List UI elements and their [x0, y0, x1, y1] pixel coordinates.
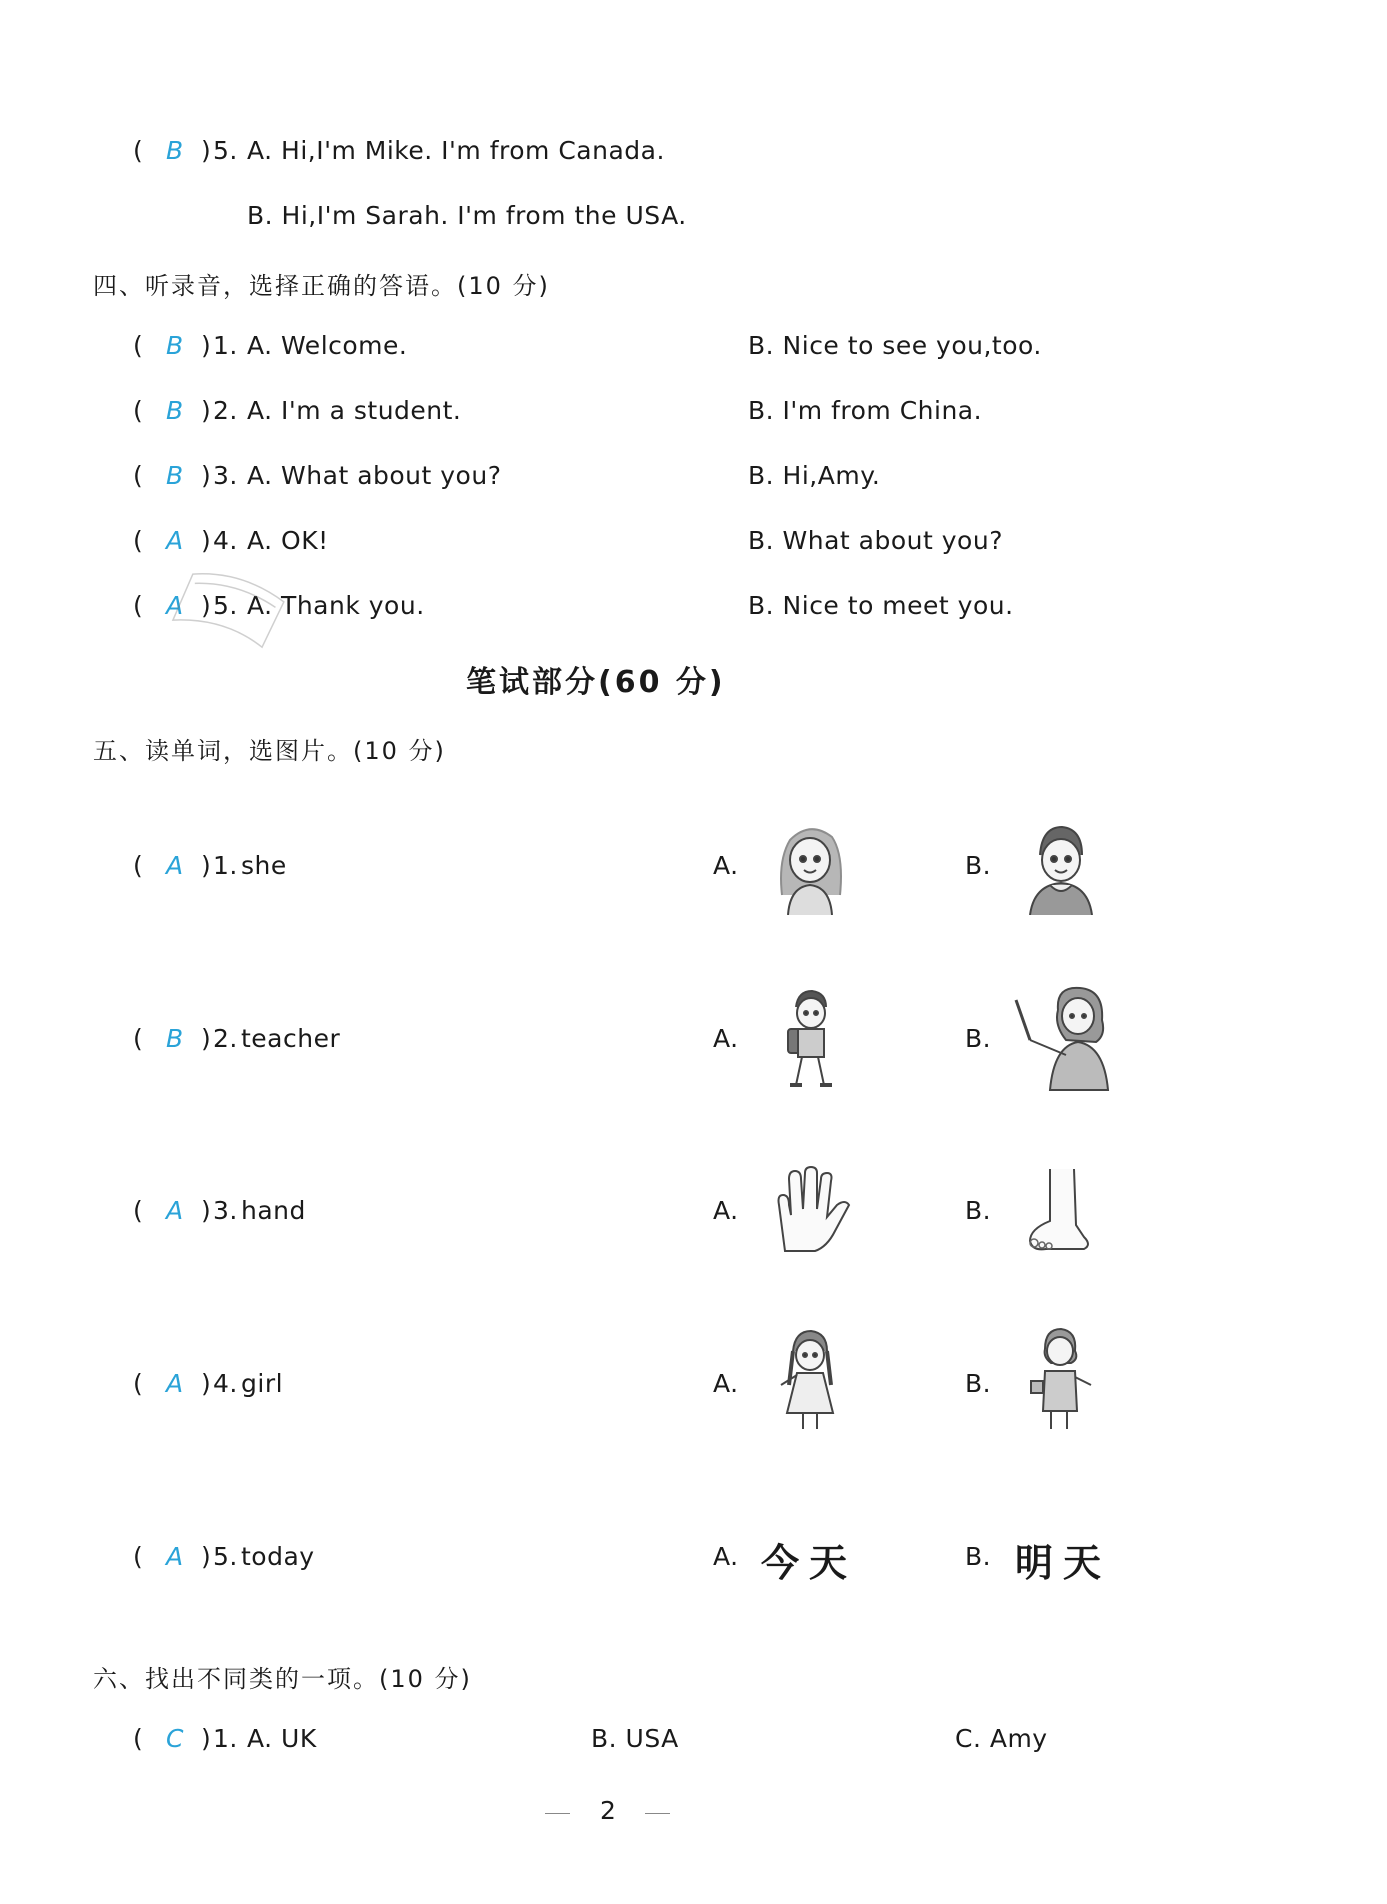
paren-close: ) — [201, 1024, 211, 1053]
option-b: B. Nice to meet you. — [748, 591, 1014, 620]
word: hand — [241, 1196, 306, 1225]
footer-dash-right — [645, 1813, 670, 1814]
question-number: 3. — [213, 461, 238, 490]
question-number: 5. — [213, 136, 238, 165]
answer-top-5[interactable]: B — [166, 136, 184, 165]
answer-s5-5[interactable]: A — [166, 1542, 184, 1571]
answer-s5-3[interactable]: A — [166, 1196, 184, 1225]
paren-close: ) — [201, 331, 211, 360]
answer-s5-4[interactable]: A — [166, 1369, 184, 1398]
paren-close: ) — [201, 1542, 211, 1571]
paren-open: ( — [133, 396, 143, 425]
paren-close: ) — [201, 526, 211, 555]
paren-close: ) — [201, 1724, 211, 1753]
paren-close: ) — [201, 461, 211, 490]
option-b: B. What about you? — [748, 526, 1003, 555]
option-a-label: A. — [713, 1369, 739, 1398]
option-b-label: B. — [965, 1542, 992, 1571]
question-number: 3. — [213, 1196, 238, 1225]
student-icon[interactable] — [780, 985, 840, 1095]
question-number: 1. — [213, 331, 238, 360]
option-a-label: A. — [713, 1196, 739, 1225]
paren-open: ( — [133, 136, 143, 165]
option-b: B. USA — [591, 1724, 679, 1753]
paren-open: ( — [133, 1024, 143, 1053]
option-a: A. OK! — [247, 526, 329, 555]
word: girl — [241, 1369, 284, 1398]
question-number: 5. — [213, 591, 238, 620]
answer-s4-2[interactable]: B — [166, 396, 184, 425]
word: she — [241, 851, 287, 880]
answer-s4-4[interactable]: A — [166, 526, 184, 555]
question-number: 1. — [213, 851, 238, 880]
option-a: A. Welcome. — [247, 331, 408, 360]
option-a-chinese[interactable]: 今天 — [761, 1540, 858, 1585]
question-number: 1. — [213, 1724, 238, 1753]
option-b-label: B. — [965, 1369, 992, 1398]
section4-heading: 四、听录音，选择正确的答语。(10 分) — [93, 272, 550, 300]
option-a: A. Thank you. — [247, 591, 425, 620]
answer-s4-5[interactable]: A — [166, 591, 184, 620]
word: today — [241, 1542, 315, 1571]
paren-open: ( — [133, 1724, 143, 1753]
option-a: A. What about you? — [247, 461, 502, 490]
section6-heading: 六、找出不同类的一项。(10 分) — [93, 1665, 472, 1693]
written-section-title: 笔试部分(60 分) — [466, 665, 726, 700]
girl-face-icon[interactable] — [770, 815, 850, 915]
answer-s5-1[interactable]: A — [166, 851, 184, 880]
option-b-label: B. — [965, 1196, 992, 1225]
option-a: A. I'm a student. — [247, 396, 462, 425]
paren-open: ( — [133, 851, 143, 880]
answer-s6-1[interactable]: C — [166, 1724, 184, 1753]
option-b: B. I'm from China. — [748, 396, 983, 425]
paren-open: ( — [133, 526, 143, 555]
option-c: C. Amy — [955, 1724, 1048, 1753]
answer-s5-2[interactable]: B — [166, 1024, 184, 1053]
answer-s4-1[interactable]: B — [166, 331, 184, 360]
question-number: 4. — [213, 1369, 238, 1398]
question-number: 4. — [213, 526, 238, 555]
option-a-label: A. — [713, 1542, 739, 1571]
option-a-label: A. — [713, 1024, 739, 1053]
option-a: A. Hi,I'm Mike. I'm from Canada. — [247, 136, 665, 165]
paren-close: ) — [201, 1369, 211, 1398]
answer-s4-3[interactable]: B — [166, 461, 184, 490]
footer-dash-left — [545, 1813, 570, 1814]
paren-close: ) — [201, 591, 211, 620]
option-b-label: B. — [965, 851, 992, 880]
option-b-label: B. — [965, 1024, 992, 1053]
paren-close: ) — [201, 851, 211, 880]
option-b: B. Hi,Amy. — [748, 461, 881, 490]
girl-icon[interactable] — [775, 1325, 845, 1435]
option-b: B. Nice to see you,too. — [748, 331, 1042, 360]
option-b: B. Hi,I'm Sarah. I'm from the USA. — [247, 201, 687, 230]
teacher-icon[interactable] — [1010, 980, 1120, 1095]
hand-icon[interactable] — [765, 1165, 855, 1255]
woman-icon[interactable] — [1025, 1325, 1095, 1435]
option-a: A. UK — [247, 1724, 317, 1753]
boy-face-icon[interactable] — [1020, 815, 1100, 915]
paren-open: ( — [133, 1196, 143, 1225]
paren-close: ) — [201, 136, 211, 165]
paren-open: ( — [133, 461, 143, 490]
paren-open: ( — [133, 591, 143, 620]
paren-open: ( — [133, 1369, 143, 1398]
paren-close: ) — [201, 396, 211, 425]
section5-heading: 五、读单词，选图片。(10 分) — [93, 737, 446, 765]
paren-open: ( — [133, 1542, 143, 1571]
question-number: 2. — [213, 396, 238, 425]
watermark-stamp-icon — [168, 560, 298, 660]
option-a-label: A. — [713, 851, 739, 880]
option-b-chinese[interactable]: 明天 — [1015, 1540, 1112, 1585]
paren-open: ( — [133, 331, 143, 360]
foot-icon[interactable] — [1020, 1165, 1100, 1255]
question-number: 5. — [213, 1542, 238, 1571]
page-number: 2 — [600, 1796, 617, 1825]
paren-close: ) — [201, 1196, 211, 1225]
word: teacher — [241, 1024, 341, 1053]
question-number: 2. — [213, 1024, 238, 1053]
